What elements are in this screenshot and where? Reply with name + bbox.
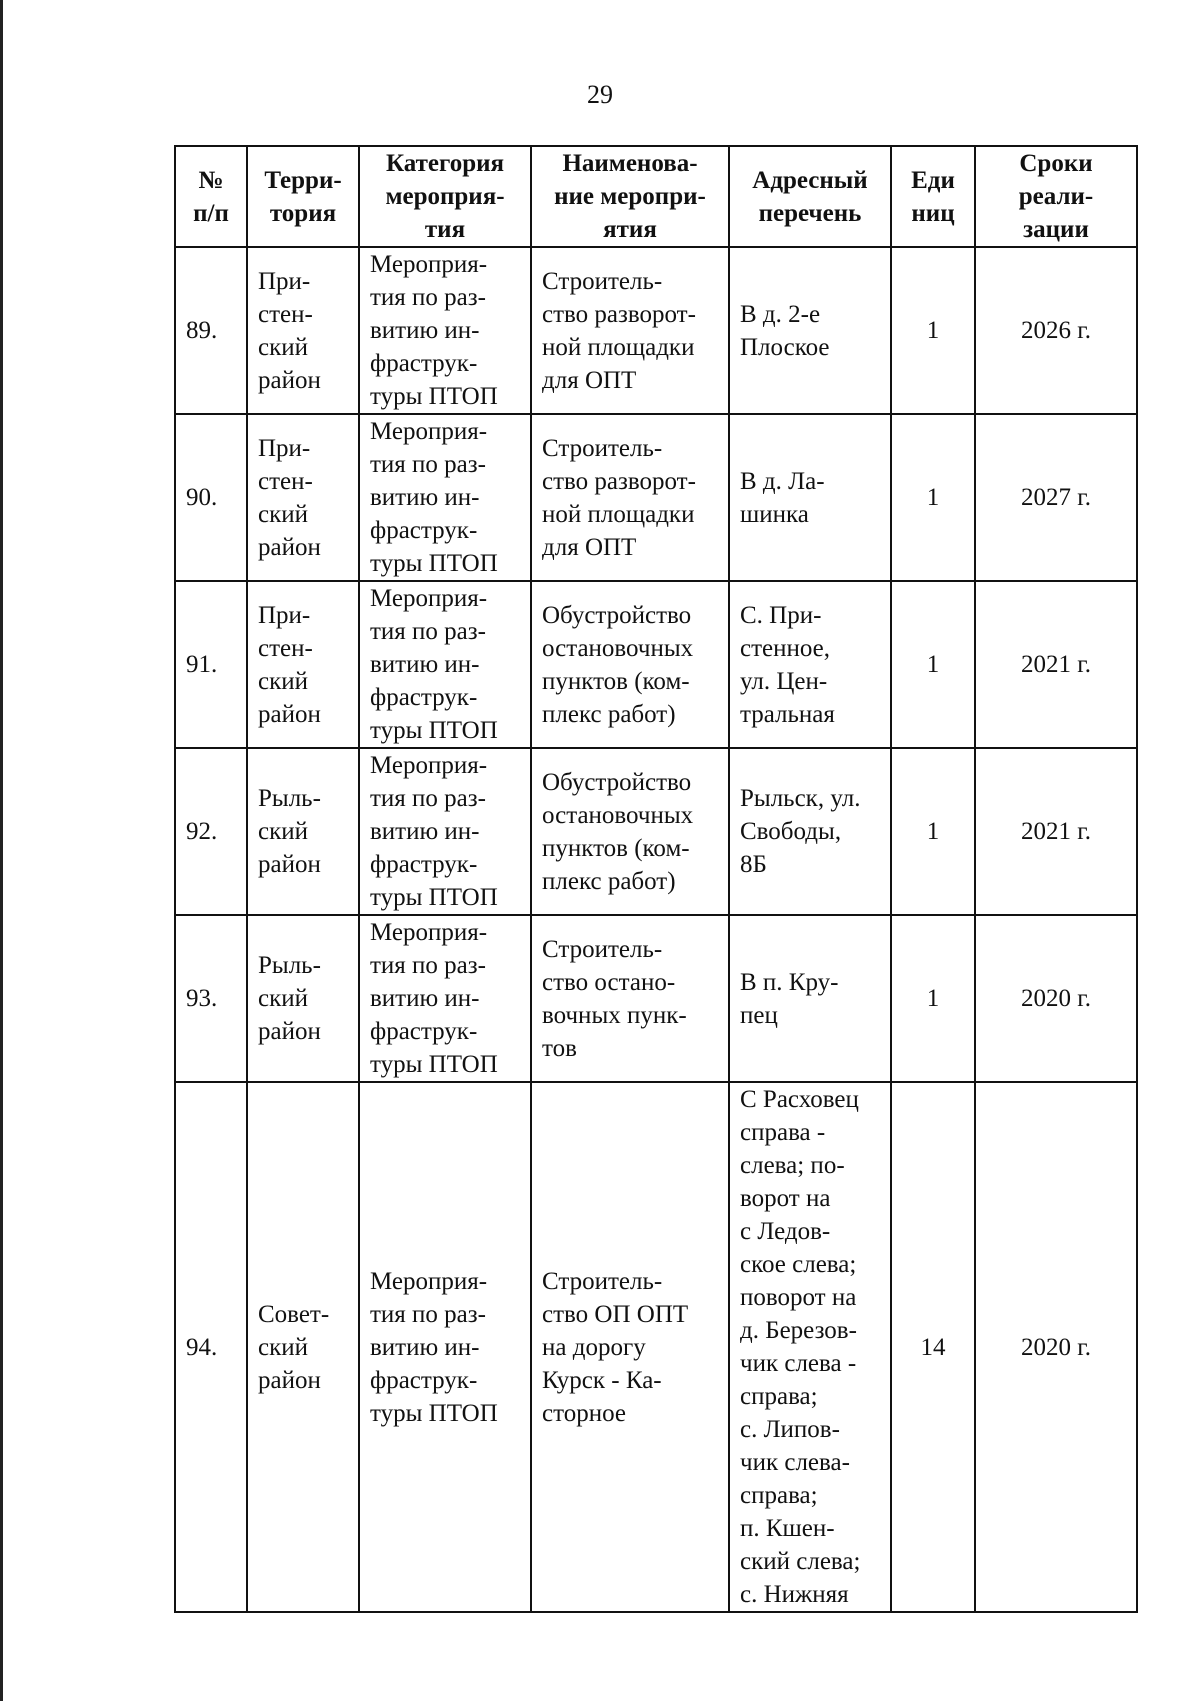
row-number: 90.: [175, 414, 247, 581]
row-units: 14: [891, 1082, 975, 1612]
row-territory: Совет- ский район: [247, 1082, 359, 1612]
table-row: [175, 915, 1137, 1082]
row-category: Мероприя- тия по раз- витию ин- фраструк- туры ПТОП: [359, 414, 531, 581]
table-header-row: [175, 146, 1137, 247]
row-number: 92.: [175, 748, 247, 915]
row-measure-name: Обустройство остановочных пунктов (ком- плекс работ): [531, 748, 729, 915]
header-territory: Терри- тория: [247, 146, 359, 247]
row-category: Мероприя- тия по раз- витию ин- фраструк- туры ПТОП: [359, 915, 531, 1082]
header-implementation-period: Сроки реали- зации: [975, 146, 1137, 247]
row-units: 1: [891, 748, 975, 915]
row-number: 91.: [175, 581, 247, 748]
row-category: Мероприя- тия по раз- витию ин- фраструк- туры ПТОП: [359, 1082, 531, 1612]
row-category: Мероприя- тия по раз- витию ин- фраструк- туры ПТОП: [359, 748, 531, 915]
table-row: [175, 748, 1137, 915]
row-territory: Рыль- ский район: [247, 748, 359, 915]
row-units: 1: [891, 414, 975, 581]
row-term: 2020 г.: [975, 1082, 1137, 1612]
row-address: В д. 2-е Плоское: [729, 247, 891, 414]
row-number: 94.: [175, 1082, 247, 1612]
header-number: № п/п: [175, 146, 247, 247]
row-number: 93.: [175, 915, 247, 1082]
header-units: Еди ниц: [891, 146, 975, 247]
table-row: [175, 581, 1137, 748]
row-address: С Расховец справа - слева; по- ворот на с Ледов- ское слева; поворот на д. Березов- чик слева - справа; с. Липов- чик слева- справа; п. Кшен- ский слева; с. Нижняя: [729, 1082, 891, 1612]
page-number: 29: [587, 80, 613, 109]
row-term: 2020 г.: [975, 915, 1137, 1082]
row-units: 1: [891, 581, 975, 748]
header-measure-name: Наименова- ние меропри- ятия: [531, 146, 729, 247]
table-row: [175, 247, 1137, 414]
row-measure-name: Обустройство остановочных пунктов (ком- плекс работ): [531, 581, 729, 748]
row-measure-name: Строитель- ство остано- вочных пунк- тов: [531, 915, 729, 1082]
table-row: [175, 414, 1137, 581]
header-address-list: Адресный перечень: [729, 146, 891, 247]
row-territory: Рыль- ский район: [247, 915, 359, 1082]
row-term: 2026 г.: [975, 247, 1137, 414]
row-measure-name: Строитель- ство разворот- ной площадки для ОПТ: [531, 247, 729, 414]
row-territory: При- стен- ский район: [247, 581, 359, 748]
row-term: 2021 г.: [975, 581, 1137, 748]
row-category: Мероприя- тия по раз- витию ин- фраструк- туры ПТОП: [359, 247, 531, 414]
row-number: 89.: [175, 247, 247, 414]
row-units: 1: [891, 915, 975, 1082]
row-address: В п. Кру- пец: [729, 915, 891, 1082]
row-territory: При- стен- ский район: [247, 414, 359, 581]
row-address: С. При- стенное, ул. Цен- тральная: [729, 581, 891, 748]
row-address: В д. Ла- шинка: [729, 414, 891, 581]
row-address: Рыльск, ул. Свободы, 8Б: [729, 748, 891, 915]
row-units: 1: [891, 247, 975, 414]
table-row: [175, 1082, 1137, 1612]
row-category: Мероприя- тия по раз- витию ин- фраструк- туры ПТОП: [359, 581, 531, 748]
row-measure-name: Строитель- ство ОП ОПТ на дорогу Курск - Ка- сторное: [531, 1082, 729, 1612]
scan-edge-line: [0, 0, 3, 1701]
header-category: Категория мероприя- тия: [359, 146, 531, 247]
measures-table: [174, 145, 1138, 1613]
row-territory: При- стен- ский район: [247, 247, 359, 414]
row-term: 2021 г.: [975, 748, 1137, 915]
row-measure-name: Строитель- ство разворот- ной площадки для ОПТ: [531, 414, 729, 581]
row-term: 2027 г.: [975, 414, 1137, 581]
